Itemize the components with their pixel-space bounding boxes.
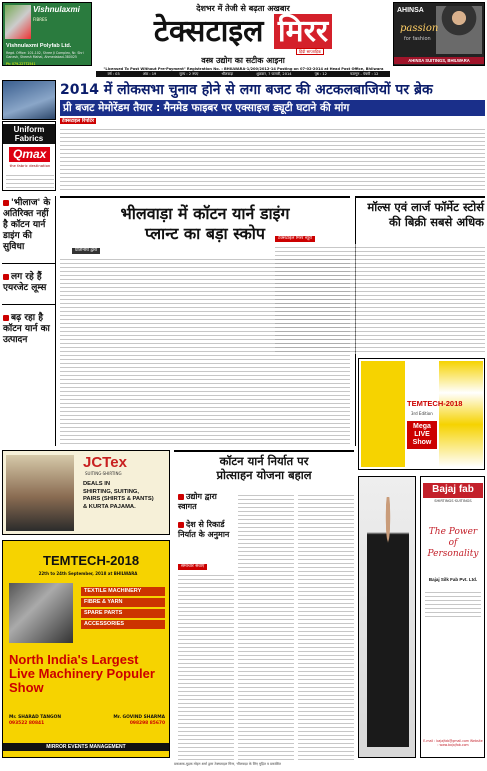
jctex-model-photo xyxy=(6,455,74,531)
strip-price: मूल्य : 2 रुपए xyxy=(179,71,199,76)
bajaj-slogan-2: of xyxy=(448,538,458,548)
temtech-small-items xyxy=(81,585,165,631)
temtech-big-sub: 3rd Edition xyxy=(411,411,433,416)
strip-pages: पृष्ठ : 12 xyxy=(314,71,327,76)
export-bullet-1 xyxy=(178,492,236,512)
teaser-bullet-2 xyxy=(3,274,9,280)
export-body-right xyxy=(298,492,354,760)
bajaj-brand: Bajaj fab xyxy=(423,483,483,498)
denim-photo xyxy=(2,80,56,120)
organiser-1-name: Mr. SHARAD TANGON xyxy=(9,715,62,720)
bajaj-slogan-3: Personality xyxy=(427,549,479,559)
jctex-brand: JCTex xyxy=(83,454,127,471)
export-body-left xyxy=(178,572,234,760)
jctex-tag: SUITING·SHIRTING xyxy=(85,471,122,476)
bajaj-company: Bajaj Silk Fab Pvt. Ltd. xyxy=(428,577,478,582)
masthead xyxy=(0,0,487,78)
ahinsa-brand: AHINSA xyxy=(397,7,424,14)
vishnulaxmi-tag: FIBRES xyxy=(33,17,48,22)
export-byline: समाचार सेवाएं xyxy=(178,564,207,570)
mall-story-title-1[interactable]: मॉल्स एवं लार्ज फॉर्मेट स्टोर्स xyxy=(367,200,484,214)
title-block xyxy=(96,2,390,68)
temtech-item-1: TEXTILE MACHINERY xyxy=(81,587,165,596)
strip-city: भीलवाड़ा xyxy=(221,71,234,76)
strip-hindi-date: फाल्गुन - पंचमी : 12 xyxy=(349,71,379,76)
organiser-2-name: Mr. GOVIND SHARMA xyxy=(113,715,165,720)
temtech-big-ad[interactable] xyxy=(358,358,485,470)
sidebar-teasers xyxy=(2,196,56,446)
bajaj-address xyxy=(425,589,481,619)
temtech-small-dates: 22th to 24th September, 2018 at BHILWARA xyxy=(38,571,138,576)
lead-body-text xyxy=(60,126,485,192)
imprint-footer: प्रकाशक-मुद्रक मोहन शर्मा द्वारा टेक्सटाइल मिरर, भीलवाड़ा के लिए मुद्रित व प्रकाशित xyxy=(174,762,281,766)
teaser-3-text: बढ़ रहा है कॉटन यार्न का उत्पादन xyxy=(3,313,50,345)
temtech-slogan: North India's Largest Live Machinery Populer Show xyxy=(9,652,155,695)
uniform-label: Uniform Fabrics xyxy=(3,124,55,144)
organiser-2-phone[interactable]: 098298 85670 xyxy=(129,720,165,726)
export-title-1[interactable]: कॉटन यार्न निर्यात पर xyxy=(219,454,309,468)
export-body-mid xyxy=(238,492,294,760)
teaser-2-text: लग रहे हैं एयरजेट लूम्स xyxy=(3,272,47,293)
teaser-3[interactable] xyxy=(2,304,55,348)
temtech-big-panel xyxy=(361,361,405,467)
teaser-1[interactable] xyxy=(2,196,55,255)
export-bullet-2-text: देश से रिकार्ड निर्यात के अनुमान xyxy=(178,520,230,539)
main-story-byline: प्रतिनिधि द्वारा xyxy=(72,248,100,254)
ahinsa-passion: passion xyxy=(400,23,439,34)
fabric-roll-image xyxy=(5,5,31,39)
jctex-line-4: & KURTA PAJAMA. xyxy=(83,503,136,510)
bajaj-tag: SHIRTINGS·SUITINGS xyxy=(434,499,472,503)
issue-strip xyxy=(96,71,390,77)
vishnulaxmi-name: Vishnulaxmi Polyfab Ltd. xyxy=(6,43,72,49)
export-title-2[interactable]: प्रोत्साहन योजना बहाल xyxy=(216,468,312,482)
mall-story-title-2[interactable]: की बिक्री सबसे अधिक xyxy=(389,215,484,229)
export-story xyxy=(174,450,354,760)
temtech-big-brand: TEMTECH-2018 xyxy=(407,399,463,408)
jctex-line-1: DEALS IN xyxy=(83,481,111,487)
bajaj-contact[interactable]: E-mail : bajajfab@gmail.com Website : www.bajajfab.com xyxy=(423,739,483,747)
temtech-item-2: FIBRE & YARN xyxy=(81,598,165,607)
vishnulaxmi-brand: Vishnulaxmi xyxy=(33,5,80,14)
lead-reporter: टेक्सटाइल रिपोर्टर xyxy=(62,118,95,124)
lead-headline[interactable]: 2014 में लोकसभा चुनाव होने से लगा बजट की अटकलबाजियों पर ब्रेक xyxy=(60,82,433,98)
export-bullets xyxy=(178,492,236,540)
bajaj-fab-ad[interactable] xyxy=(420,476,485,758)
machine-image xyxy=(9,583,73,643)
jctex-ad[interactable] xyxy=(2,450,170,535)
bajaj-slogan-1: The Power xyxy=(428,527,478,537)
organiser-2 xyxy=(113,715,165,737)
bajaj-slogan xyxy=(423,527,483,560)
newspaper-title xyxy=(96,15,390,49)
registration-line: "Licensed To Post Without Pre-Payment" Registration No. : BHILWARA-1/200/2012-14 Posting on 07-02-2014 at Head Post Office, Bhilwara xyxy=(103,67,384,71)
temtech-item-3: SPARE PARTS xyxy=(81,609,165,618)
ahinsa-footer: AHINSA SUITINGS, BHILWARA xyxy=(394,57,484,64)
strip-year: वर्ष : 03 xyxy=(107,71,120,76)
temtech-item-4: ACCESSORIES xyxy=(81,620,165,629)
organiser-1-phone[interactable]: 093522 80841 xyxy=(9,720,45,726)
ahinsa-sub: for fashion xyxy=(404,36,431,42)
temtech-small-brand: TEMTECH-2018 xyxy=(43,553,140,568)
subtitle: वस्त्र उद्योग का सटीक आइना xyxy=(201,56,285,65)
tagline: देशभर में तेजी से बढ़ता अखबार xyxy=(196,4,290,13)
qmax-contact xyxy=(6,172,54,188)
jctex-line-2: SHIRTING, SUITING, xyxy=(83,488,140,495)
suit-model-photo xyxy=(367,497,409,747)
teaser-bullet-1 xyxy=(3,200,9,206)
qmax-logo: Qmax xyxy=(9,147,50,162)
vishnulaxmi-ad[interactable] xyxy=(2,2,92,66)
strip-date: शुक्रवार, 7 फरवरी, 2014 xyxy=(256,71,292,76)
export-bullet-1-text: उद्योग द्वारा स्वागत xyxy=(178,492,217,511)
temtech-big-panel-2 xyxy=(439,361,483,467)
title-part-textile: टेक्सटाइल xyxy=(153,14,264,49)
jctex-line-3: PAIRS (SHIRTS & PANTS) xyxy=(83,496,154,502)
edition-badge: हिंदी साप्ताहिक xyxy=(296,48,324,55)
lead-subheadline[interactable]: प्री बजट मेमोरेंडम तैयार : मैनमेड फाइबर पर एक्साइज ड्यूटी घटाने की मांग xyxy=(60,100,485,116)
temtech-small-footer: MIRROR EVENTS MANAGEMENT xyxy=(3,743,169,751)
uniform-fabrics-ad[interactable] xyxy=(2,121,56,191)
vishnulaxmi-address: Regd. Office: 101-102, Shree Ji Complex, Nr. Shri Ganesh, Sheesh Mahal, Ahmedabad-380025 xyxy=(6,51,84,59)
teaser-1-text: 'भीलाज' के अतिरिक्त नहीं है कॉटन यार्न डाइंग की सुविधा xyxy=(3,198,51,252)
export-bullet-icon-1 xyxy=(178,494,184,500)
teaser-bullet-3 xyxy=(3,315,9,321)
ahinsa-ad[interactable] xyxy=(393,2,485,66)
qmax-tag: the fabric destination xyxy=(9,163,51,168)
organiser-1 xyxy=(9,715,61,737)
mall-story-byline: टेक्सटाइल मिरर ब्यूरो xyxy=(275,236,315,242)
vishnulaxmi-phone: Ph: 079-22772541 xyxy=(6,62,36,66)
temtech-big-show: Mega LIVE Show xyxy=(407,421,437,449)
export-bullet-2 xyxy=(178,520,236,540)
main-story-title-2[interactable]: प्लान्ट का बड़ा स्कोप xyxy=(144,224,266,243)
jctex-lines xyxy=(83,481,169,511)
title-part-mirror: मिरर xyxy=(274,14,332,49)
teaser-2[interactable] xyxy=(2,263,55,296)
suit-model-ad[interactable] xyxy=(358,476,416,758)
model-photo xyxy=(436,6,482,54)
export-bullet-icon-2 xyxy=(178,522,184,528)
mall-story-body xyxy=(275,244,485,354)
main-story-title-1[interactable]: भीलवाड़ा में कॉटन यार्न डाइंग xyxy=(120,204,290,223)
temtech-small-ad[interactable] xyxy=(2,540,170,758)
strip-issue: अंक : 19 xyxy=(142,71,157,76)
temtech-organisers xyxy=(9,715,165,737)
